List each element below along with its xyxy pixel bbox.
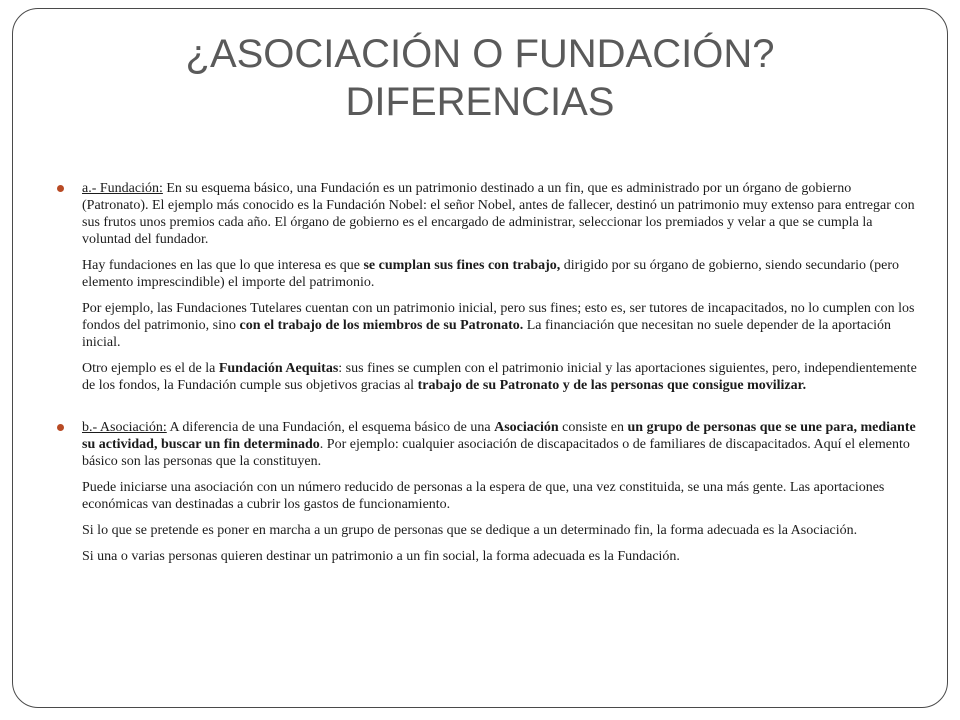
- asociacion-text-1d: un grupo de personas que se une para, mediante su actividad, buscar un fin determinado: [82, 420, 916, 452]
- asociacion-heading: b.- Asociación:: [82, 420, 167, 435]
- fundacion-text-4a: Otro ejemplo es el de la: [82, 361, 219, 376]
- title-line-2: DIFERENCIAS: [345, 80, 615, 124]
- fundacion-heading: a.- Fundación:: [82, 181, 163, 196]
- fundacion-paragraph-1: [82, 180, 917, 248]
- fundacion-text-3c: La financiación que necesitan no suele depender de la aportación inicial.: [82, 318, 891, 350]
- bullet-icon: [57, 185, 64, 192]
- asociacion-text-1a: A diferencia de una Fundación, el esquema básico de una: [166, 420, 495, 435]
- slide-content: [57, 180, 917, 574]
- fundacion-text-3a: Por ejemplo, las Fundaciones Tutelares cuentan con un patrimonio inicial, pero sus fines; esto es, ser tutores de incapacitados, no lo cumplen con los fondos del patrimonio, sino: [82, 301, 915, 333]
- asociacion-paragraph-3: Si lo que se pretende es poner en marcha a un grupo de personas que se dedique a un determinado fin, la forma adecuada es la Asociación.: [82, 523, 858, 538]
- fundacion-text-2a: Hay fundaciones en las que lo que interesa es que: [82, 258, 364, 273]
- fundacion-text-4d: trabajo de su Patronato y de las personas que consigue movilizar.: [417, 378, 807, 393]
- title-line-1: ¿ASOCIACIÓN O FUNDACIÓN?: [185, 32, 775, 76]
- fundacion-text-2b: se cumplan sus fines con trabajo,: [363, 258, 561, 273]
- fundacion-text-1: En su esquema básico, una Fundación es un patrimonio destinado a un fin, que es administrado por un órgano de gobierno (Patronato). El ejemplo más conocido es la Fundación Nobel: el señor Nobel, antes de fallecer, destinó un patrimonio muy extenso para entregar con sus frutos unos premios cada año. El órgano de gobierno es el encargado de administrar, seleccionar los premiados y velar a que se cumpla la voluntad del fundador.: [82, 181, 915, 247]
- fundacion-paragraph-4: [82, 360, 917, 394]
- asociacion-paragraph-4: Si una o varias personas quieren destinar un patrimonio a un fin social, la forma adecuada es la Fundación.: [82, 549, 680, 564]
- fundacion-text-2c: dirigido por su órgano de gobierno, siendo secundario (pero elemento imprescindible) el importe del patrimonio.: [82, 258, 900, 290]
- asociacion-text-1c: consiste en: [558, 420, 628, 435]
- bullet-item-asociacion: [57, 419, 917, 565]
- asociacion-paragraph-1: [82, 419, 917, 470]
- asociacion-text-1e: . Por ejemplo: cualquier asociación de discapacitados o de familiares de discapacitados. Aquí el elemento básico son las personas que la constituyen.: [82, 437, 910, 469]
- slide-title: [0, 30, 960, 126]
- section-spacer: [57, 403, 917, 419]
- fundacion-paragraph-2: [82, 257, 917, 291]
- fundacion-text-4b: Fundación Aequitas: [218, 361, 339, 376]
- fundacion-text-3b: con el trabajo de los miembros de su Patronato.: [239, 318, 524, 333]
- bullet-icon: [57, 424, 64, 431]
- fundacion-paragraph-3: [82, 300, 917, 351]
- asociacion-text-1b: Asociación: [494, 420, 559, 435]
- fundacion-text-4c: : sus fines se cumplen con el patrimonio inicial y las aportaciones siguientes, pero, independientemente de los fondos, la Fundación cumple sus objetivos gracias al: [82, 361, 917, 393]
- asociacion-paragraph-2: Puede iniciarse una asociación con un número reducido de personas a la espera de que, una vez constituida, se una más gente. Las aportaciones económicas van destinadas a cubrir los gastos de funcionamiento.: [82, 480, 885, 512]
- bullet-item-fundacion: [57, 180, 917, 394]
